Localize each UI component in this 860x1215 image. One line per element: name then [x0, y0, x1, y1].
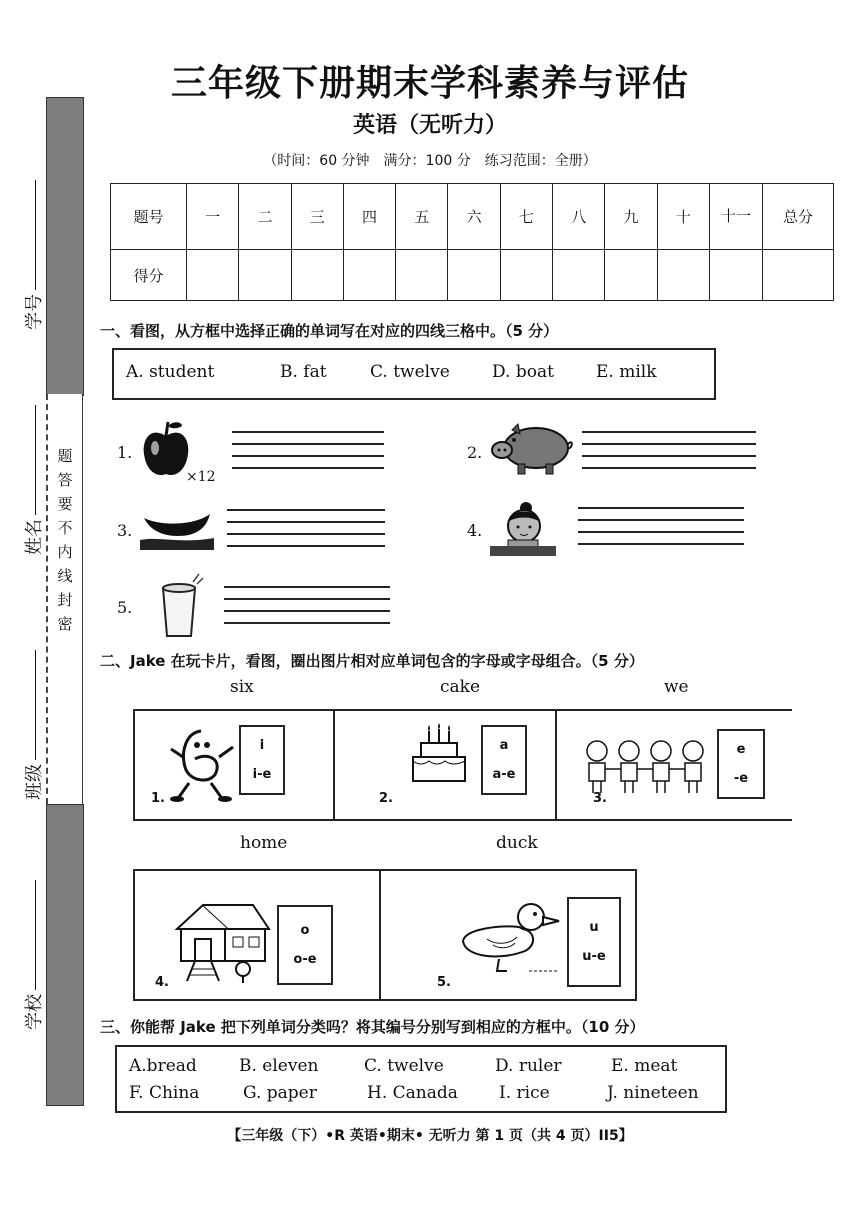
- item-number: 5.: [117, 598, 133, 617]
- column-header: 七: [500, 184, 552, 250]
- letter-option[interactable]: e: [736, 742, 746, 757]
- item-number: 1.: [117, 443, 133, 462]
- six-character-icon: [165, 723, 239, 803]
- letter-choice-box[interactable]: [481, 725, 527, 795]
- letter-option[interactable]: i-e: [252, 767, 272, 782]
- writing-lines[interactable]: [232, 431, 384, 479]
- seal-char: 封: [57, 591, 73, 609]
- cake-icon: [407, 721, 471, 785]
- card-row-1: [133, 709, 792, 821]
- score-cell[interactable]: [553, 250, 605, 301]
- card-word: cake: [440, 677, 481, 697]
- card: [133, 711, 335, 819]
- column-header: 八: [553, 184, 605, 250]
- column-header: 五: [396, 184, 448, 250]
- school-label: 学校: [20, 880, 46, 1030]
- score-cell[interactable]: [343, 250, 395, 301]
- class-label: 班级: [20, 650, 46, 800]
- classify-word: C. twelve: [364, 1056, 444, 1076]
- duck-icon: [459, 901, 563, 977]
- name-label: 姓名: [20, 405, 46, 555]
- card-number: 5.: [437, 975, 451, 990]
- column-header: 三: [291, 184, 343, 250]
- seal-char: 题: [57, 447, 73, 465]
- column-header: 九: [605, 184, 657, 250]
- card: [333, 711, 557, 819]
- classify-word: B. eleven: [239, 1056, 319, 1076]
- letter-choice-box[interactable]: [277, 905, 333, 985]
- binding-strip-top: [46, 97, 84, 396]
- letter-option[interactable]: a: [499, 738, 509, 753]
- option-word: D. boat: [492, 362, 554, 382]
- seal-char: 不: [57, 519, 73, 537]
- pig-icon: [488, 420, 574, 476]
- card-number: 4.: [155, 975, 169, 990]
- question-number-header: 题号: [111, 184, 187, 250]
- seal-char: 要: [57, 495, 73, 513]
- column-header: 十: [657, 184, 709, 250]
- card-word: duck: [496, 833, 538, 853]
- section3-word-box: [115, 1045, 727, 1113]
- letter-choice-box[interactable]: [717, 729, 765, 799]
- option-word: E. milk: [596, 362, 657, 382]
- score-cell[interactable]: [657, 250, 709, 301]
- binding-strip-dashed: [46, 394, 83, 804]
- card-number: 1.: [151, 791, 165, 806]
- binding-strip-bottom: [46, 804, 84, 1106]
- classify-word: D. ruler: [495, 1056, 562, 1076]
- seal-char: 内: [57, 543, 73, 561]
- score-cell[interactable]: [605, 250, 657, 301]
- score-cell[interactable]: [763, 250, 834, 301]
- seal-notice: [48, 444, 82, 636]
- classify-word: H. Canada: [367, 1083, 458, 1103]
- we-children-icon: [583, 735, 715, 797]
- card-row-2: [133, 869, 637, 1001]
- apple-icon: [140, 418, 192, 480]
- score-cell[interactable]: [291, 250, 343, 301]
- milk-glass-icon: [155, 572, 207, 642]
- letter-option[interactable]: a-e: [492, 767, 516, 782]
- writing-lines[interactable]: [582, 431, 756, 479]
- score-cell[interactable]: [187, 250, 239, 301]
- section2-title: 二、Jake 在玩卡片，看图，圈出图片相对应单词包含的字母或字母组合。（5 分）: [100, 652, 644, 670]
- card-word: home: [240, 833, 288, 853]
- letter-choice-box[interactable]: [567, 897, 621, 987]
- score-table: [110, 183, 834, 301]
- apple-count: ×12: [186, 469, 216, 485]
- option-word: B. fat: [280, 362, 327, 382]
- letter-option[interactable]: o: [300, 923, 310, 938]
- card-word: we: [664, 677, 689, 697]
- classify-word: G. paper: [243, 1083, 317, 1103]
- section1-word-box: [112, 348, 716, 400]
- writing-lines[interactable]: [578, 507, 744, 555]
- card-word: six: [230, 677, 254, 697]
- item-number: 3.: [117, 521, 133, 540]
- option-word: A. student: [126, 362, 215, 382]
- score-cell[interactable]: [448, 250, 500, 301]
- column-header: 十一: [710, 184, 763, 250]
- card: [379, 871, 637, 999]
- letter-choice-box[interactable]: [239, 725, 285, 795]
- total-header: 总分: [763, 184, 834, 250]
- section1-title: 一、看图，从方框中选择正确的单词写在对应的四线三格中。（5 分）: [100, 322, 559, 340]
- column-header: 六: [448, 184, 500, 250]
- student-icon: [490, 500, 556, 558]
- writing-lines[interactable]: [227, 509, 385, 557]
- item-number: 4.: [467, 521, 483, 540]
- writing-lines[interactable]: [224, 586, 390, 634]
- score-cell[interactable]: [239, 250, 291, 301]
- boat-icon: [140, 510, 214, 550]
- exam-info: （时间：60 分钟 满分：100 分 练习范围：全册）: [263, 153, 597, 169]
- seal-char: 密: [57, 615, 73, 633]
- classify-word: A.bread: [129, 1056, 197, 1076]
- card-number: 2.: [379, 791, 393, 806]
- score-cell[interactable]: [500, 250, 552, 301]
- item-number: 2.: [467, 443, 483, 462]
- letter-option[interactable]: -e: [733, 771, 749, 786]
- classify-word: E. meat: [611, 1056, 678, 1076]
- letter-option[interactable]: u-e: [582, 949, 606, 964]
- page-footer: 【三年级（下）•R 英语•期末• 无听力 第 1 页（共 4 页）II5】: [227, 1128, 633, 1144]
- card: [555, 711, 794, 819]
- page-title: 三年级下册期末学科素养与评估: [170, 63, 689, 104]
- card: [133, 871, 381, 999]
- seal-char: 答: [57, 471, 73, 489]
- option-word: C. twelve: [370, 362, 450, 382]
- column-header: 一: [187, 184, 239, 250]
- score-cell[interactable]: [710, 250, 763, 301]
- score-cell[interactable]: [396, 250, 448, 301]
- letter-option[interactable]: u: [589, 920, 599, 935]
- letter-option[interactable]: i: [259, 738, 265, 753]
- letter-option[interactable]: o-e: [293, 952, 317, 967]
- classify-word: F. China: [129, 1083, 200, 1103]
- card-number: 3.: [593, 791, 607, 806]
- seal-char: 线: [57, 567, 73, 585]
- classify-word: J. nineteen: [607, 1083, 699, 1103]
- student-id-label: 学号: [20, 180, 46, 330]
- section3-title: 三、你能帮 Jake 把下列单词分类吗？将其编号分别写到相应的方框中。（10 分）: [100, 1018, 645, 1036]
- house-icon: [173, 899, 273, 983]
- column-header: 二: [239, 184, 291, 250]
- page-subtitle: 英语（无听力）: [352, 113, 507, 138]
- score-row-header: 得分: [111, 250, 187, 301]
- classify-word: I. rice: [499, 1083, 550, 1103]
- column-header: 四: [343, 184, 395, 250]
